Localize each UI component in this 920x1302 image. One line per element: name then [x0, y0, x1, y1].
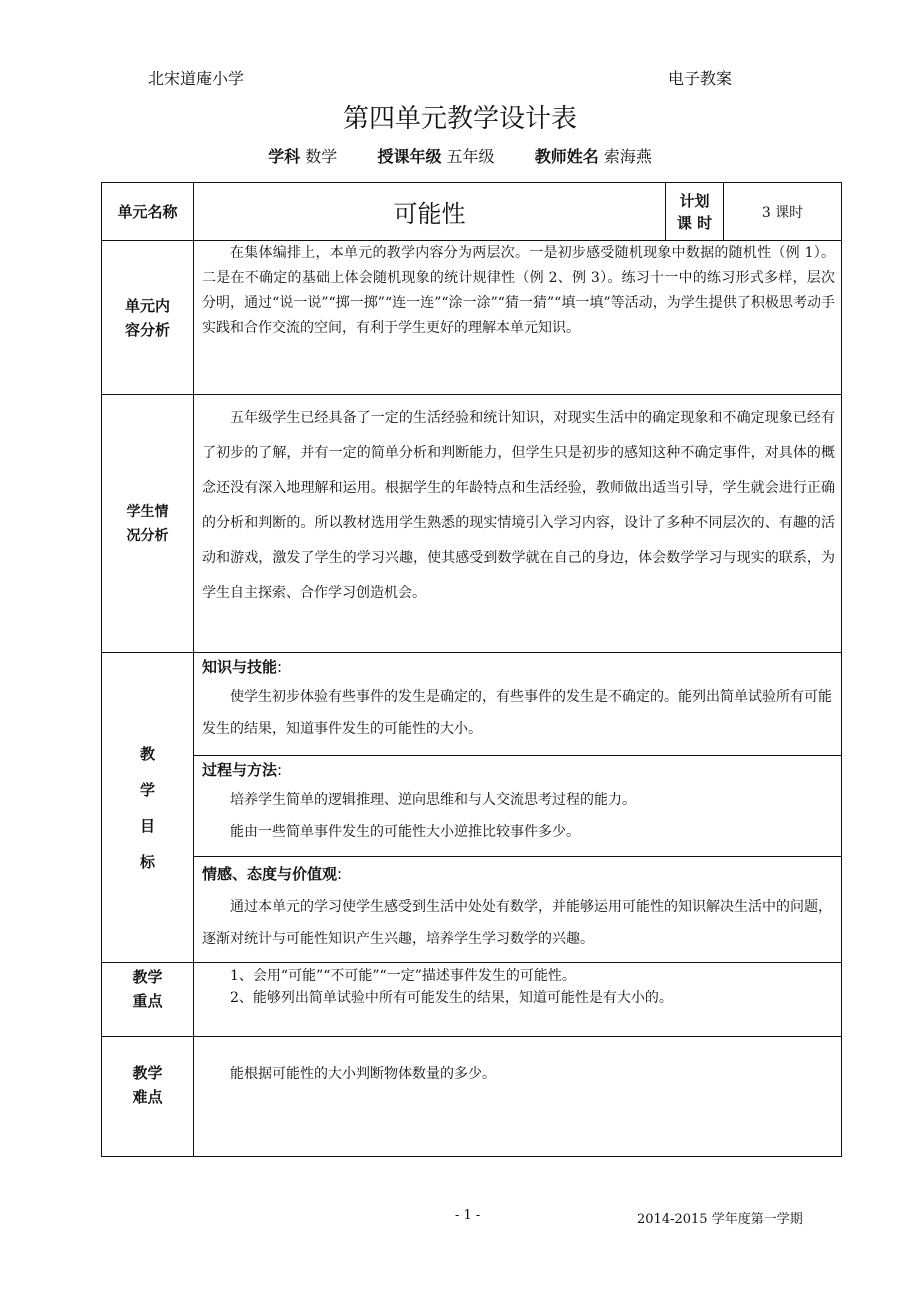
- content-analysis-label: [102, 241, 194, 395]
- process-methods-text-1: 培养学生简单的逻辑推理、逆向思维和与人交流思考过程的能力。: [230, 792, 636, 808]
- objectives-cell: [194, 653, 842, 963]
- grade-value: 五年级: [446, 147, 495, 166]
- key-points-cell: [194, 963, 842, 1037]
- difficulty-row: [102, 1037, 842, 1157]
- difficulty-cell: [194, 1037, 842, 1157]
- key-point-2: 2、能够列出简单试验中所有可能发生的结果，知道可能性是有大小的。: [230, 990, 673, 1006]
- process-methods-heading: 过程与方法:: [202, 761, 283, 779]
- process-methods-block: [194, 755, 841, 856]
- objectives-row: [102, 653, 842, 963]
- teacher-value: 索海燕: [603, 147, 652, 166]
- objectives-label-char-4: 标: [139, 852, 155, 871]
- difficulty-text: 能根据可能性的大小判断物体数量的多少。: [230, 1066, 496, 1082]
- difficulty-label-line1: 教学: [132, 1064, 163, 1082]
- student-analysis-label-line1: 学生情: [126, 503, 169, 520]
- student-analysis-row: [102, 395, 842, 653]
- knowledge-skills-block: [194, 653, 841, 755]
- term-label: 2014-2015 学年度第一学期: [637, 1212, 803, 1227]
- planned-hours-value: 3 课时: [724, 183, 842, 241]
- emotion-values-text: 通过本单元的学习使学生感受到生活中处处有数学，并能够运用可能性的知识解决生活中的问题，逐渐对统计与可能性知识产生兴趣，培养学生学习数学的兴趣。: [202, 899, 832, 947]
- page-number: - 1 -: [455, 1208, 481, 1223]
- content-analysis-label-line1: 单元内: [124, 296, 170, 315]
- emotion-values-block: [194, 856, 841, 961]
- design-table: [101, 182, 842, 1157]
- content-analysis-row: [102, 241, 842, 395]
- process-methods-text-2: 能由一些简单事件发生的可能性大小逆推比较事件多少。: [230, 824, 580, 840]
- objectives-label-char-2: 学: [139, 780, 155, 799]
- student-analysis-label: [102, 395, 194, 653]
- objectives-label: [102, 653, 194, 963]
- knowledge-skills-text: 使学生初步体验有些事件的发生是确定的，有些事件的发生是不确定的。能列出简单试验所有可能发生的结果，知道事件发生的可能性的大小。: [202, 689, 832, 737]
- planned-hours-label: [666, 183, 724, 241]
- unit-name-label: 单元名称: [102, 183, 194, 241]
- difficulty-label-line2: 难点: [132, 1088, 163, 1106]
- content-analysis-cell: [194, 241, 842, 395]
- difficulty-label: [102, 1037, 194, 1157]
- meta-line: [0, 144, 920, 167]
- unit-name-row: [102, 183, 842, 241]
- planned-hours-label-line1: 计划: [679, 191, 710, 210]
- subject-label: 学科: [268, 147, 301, 166]
- grade-label: 授课年级: [377, 147, 442, 166]
- teacher-label: 教师姓名: [534, 147, 599, 166]
- key-points-label-line2: 重点: [132, 992, 163, 1010]
- key-points-row: [102, 963, 842, 1037]
- key-point-1: 1、会用“可能”“不可能”“一定”描述事件发生的可能性。: [230, 968, 576, 984]
- school-name: 北宋道庵小学: [148, 69, 245, 88]
- key-points-label-line1: 教学: [132, 968, 163, 986]
- content-analysis-text: 在集体编排上，本单元的教学内容分为两层次。一是初步感受随机现象中数据的随机性（例 1）。二是在不确定的基础上体会随机现象的统计规律性（例 2、例 3）。练习十一中的练习形式多样，层次分明，通过“说一说”“掷一掷”“连一连”“涂一涂”“猜一猜”“填一填”等活动，为学生提供了积极思考动手实践和合作交流的空间，有利于学生更好的理解本单元知识。: [202, 245, 835, 336]
- page-title: 第四单元教学设计表: [342, 104, 577, 134]
- planned-hours-label-line2: 课 时: [676, 213, 713, 232]
- subject-value: 数学: [305, 147, 338, 166]
- objectives-label-char-3: 目: [139, 816, 155, 835]
- student-analysis-text: 五年级学生已经具备了一定的生活经验和统计知识，对现实生活中的确定现象和不确定现象已经有了初步的了解，并有一定的简单分析和判断能力，但学生只是初步的感知这种不确定事件，对具体的概念还没有深入地理解和运用。根据学生的年龄特点和生活经验，教师做出适当引导，学生就会进行正确的分析和判断的。所以教材选用学生熟悉的现实情境引入学习内容，设计了多种不同层次的、有趣的活动和游戏，激发了学生的学习兴趣，使其感受到数学就在自己的身边，体会数学学习与现实的联系，为学生自主探索、合作学习创造机会。: [202, 410, 835, 601]
- knowledge-skills-heading: 知识与技能:: [202, 658, 283, 676]
- objectives-label-char-1: 教: [139, 744, 155, 763]
- key-points-label: [102, 963, 194, 1037]
- document-type: 电子教案: [668, 69, 733, 88]
- student-analysis-cell: [194, 395, 842, 653]
- emotion-values-heading: 情感、态度与价值观:: [202, 865, 343, 883]
- unit-name-value: 可能性: [194, 183, 666, 241]
- content-analysis-label-line2: 容分析: [124, 320, 170, 339]
- student-analysis-label-line2: 况分析: [126, 527, 169, 544]
